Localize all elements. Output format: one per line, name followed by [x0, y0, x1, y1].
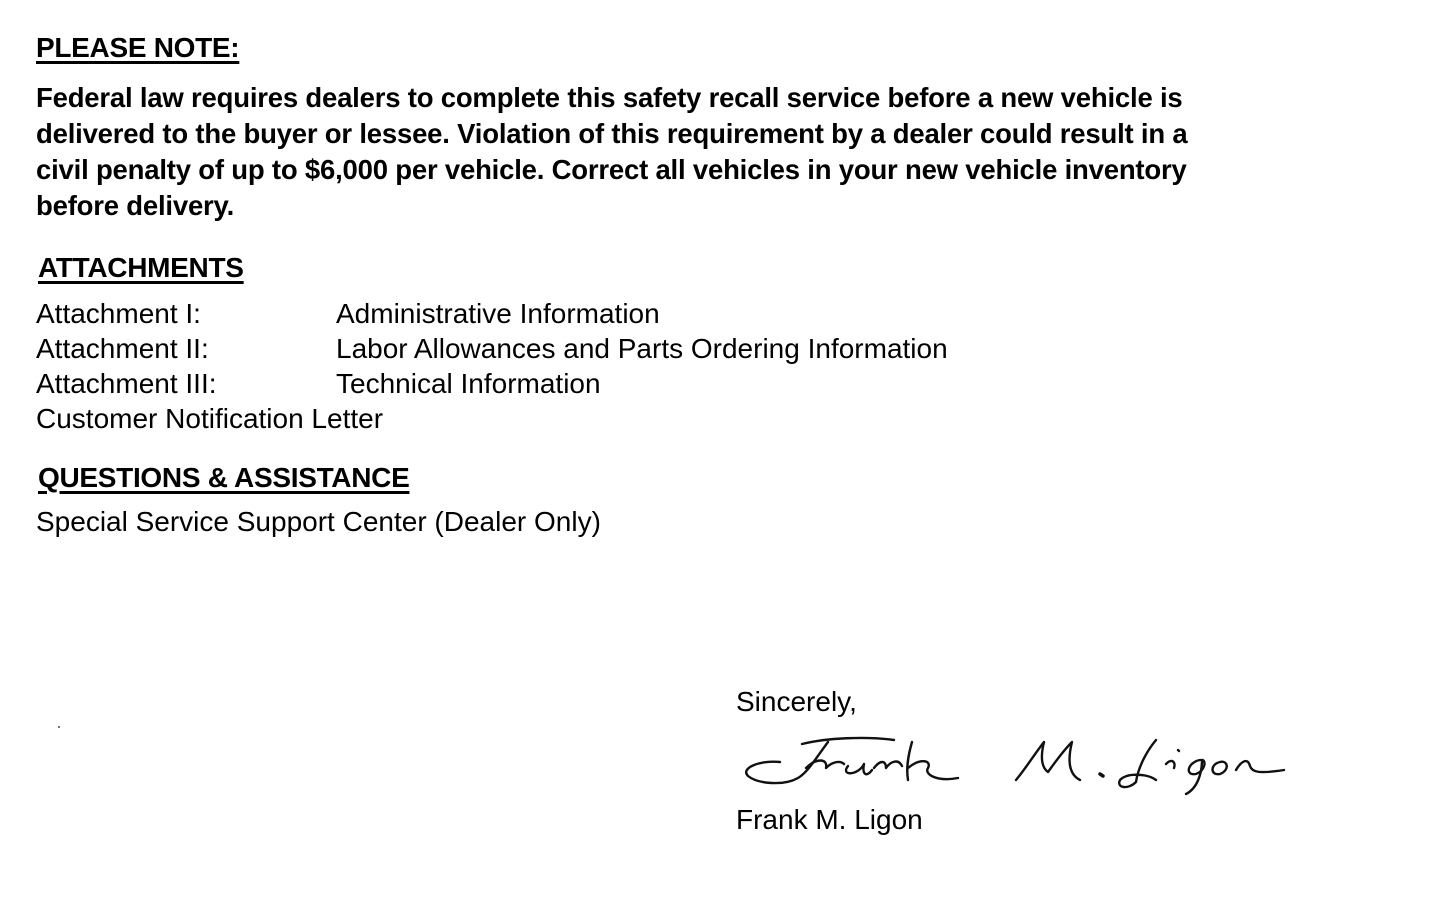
scan-speck [58, 726, 60, 728]
please-note-body [36, 80, 1376, 224]
attachment-title: Technical Information [336, 368, 601, 399]
attachment-label: Attachment II: [36, 333, 209, 364]
please-note-line: before delivery. [36, 190, 235, 221]
handwritten-signature [736, 728, 1296, 798]
please-note-line: delivered to the buyer or lessee. Violation of this requirement by a dealer could result in a [36, 118, 1188, 149]
please-note-heading: PLEASE NOTE: [36, 32, 240, 63]
signer-name: Frank M. Ligon [736, 804, 923, 835]
attachment-label: Attachment III: [36, 368, 217, 399]
attachment-label: Attachment I: [36, 298, 201, 329]
closing-salutation: Sincerely, [736, 686, 857, 717]
questions-heading: QUESTIONS & ASSISTANCE [38, 462, 410, 493]
please-note-line: civil penalty of up to $6,000 per vehicle. Correct all vehicles in your new vehicle inventory [36, 154, 1187, 185]
please-note-line: Federal law requires dealers to complete this safety recall service before a new vehicle is [36, 82, 1183, 113]
attachment-label: Customer Notification Letter [36, 403, 384, 434]
attachment-title: Labor Allowances and Parts Ordering Information [336, 333, 948, 364]
support-center-text: Special Service Support Center (Dealer Only) [36, 506, 601, 537]
attachment-title: Administrative Information [336, 298, 660, 329]
attachments-heading: ATTACHMENTS [38, 252, 244, 283]
